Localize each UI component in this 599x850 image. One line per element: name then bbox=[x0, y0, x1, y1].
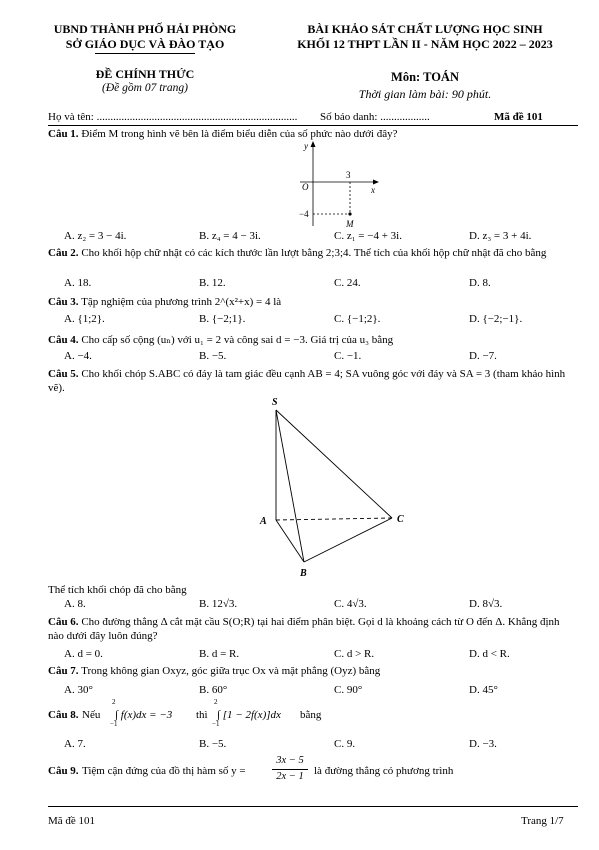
department-name: UBND THÀNH PHỐ HẢI PHÒNG bbox=[53, 22, 237, 36]
question-label: Câu 8. bbox=[48, 709, 79, 721]
question-text: là đường thẳng có phương trình bbox=[314, 765, 454, 777]
q4-options bbox=[64, 350, 584, 364]
page-number: Trang 1/7 bbox=[521, 815, 564, 827]
vertex-b-label: B bbox=[300, 568, 307, 579]
integral-1-lower: −1 bbox=[110, 720, 118, 728]
subject: Môn: TOÁN bbox=[391, 70, 459, 84]
agency-name: SỞ GIÁO DỤC VÀ ĐÀO TẠO bbox=[65, 37, 225, 51]
footer-rule bbox=[48, 806, 578, 807]
option-a[interactable]: A. 18. bbox=[64, 277, 92, 289]
question-3 bbox=[48, 295, 578, 309]
option-c[interactable]: C. −1. bbox=[334, 350, 362, 362]
option-d[interactable]: D. −3. bbox=[469, 738, 497, 750]
integral-2: ∫ [1 − 2f(x)]dx bbox=[217, 709, 281, 721]
x-axis-label: x bbox=[371, 185, 375, 195]
vertex-c-label: C bbox=[397, 514, 404, 525]
option-b[interactable]: B. 60° bbox=[199, 684, 228, 696]
student-name-field: Họ và tên: ......................................................................... bbox=[48, 111, 298, 123]
header-underline bbox=[95, 53, 195, 54]
official-label: ĐỀ CHÍNH THỨC bbox=[95, 67, 195, 81]
integral-2-upper: 2 bbox=[214, 698, 218, 706]
q5-options bbox=[64, 598, 584, 612]
option-a[interactable]: A. z₂ = 3 − 4i. bbox=[64, 230, 127, 242]
option-a[interactable]: A. d = 0. bbox=[64, 648, 103, 660]
integral-2-lower: −1 bbox=[212, 720, 220, 728]
integral-1-upper: 2 bbox=[112, 698, 116, 706]
option-b[interactable]: B. {−2;1}. bbox=[199, 313, 246, 325]
question-text: Trong không gian Oxyz, góc giữa trục Ox và mặt phẳng (Oyz) bằng bbox=[81, 665, 381, 677]
question-text: Cho cấp số cộng (uₙ) với u₁ = 2 và công sai d = −3. Giá trị của u₃ bằng bbox=[81, 334, 394, 346]
question-text: Cho đường thẳng Δ cắt mặt cầu S(O;R) tại hai điểm phân biệt. Gọi d là khoảng cách từ O đến Δ. Khẳng định nào dưới đây luôn đúng? bbox=[48, 616, 560, 642]
question-label: Câu 2. bbox=[48, 247, 79, 259]
question-label: Câu 9. bbox=[48, 765, 79, 777]
student-id-field: Số báo danh: .................. bbox=[320, 111, 430, 123]
header-rule bbox=[48, 125, 578, 126]
option-b[interactable]: B. 12. bbox=[199, 277, 226, 289]
question-text: bằng bbox=[300, 709, 322, 721]
option-d[interactable]: D. z₃ = 3 + 4i. bbox=[469, 230, 532, 242]
footer-exam-code: Mã đề 101 bbox=[48, 815, 96, 827]
pages-note: (Đề gồm 07 trang) bbox=[102, 82, 188, 94]
exam-time: Thời gian làm bài: 90 phút. bbox=[358, 87, 492, 101]
question-label: Câu 6. bbox=[48, 616, 79, 628]
fraction-bar bbox=[272, 769, 308, 770]
question-text: Tập nghiệm của phương trình 2^(x²+x) = 4 là bbox=[81, 296, 282, 308]
question-text: Cho khối chóp S.ABC có đáy là tam giác đều cạnh AB = 4; SA vuông góc với đáy và SA = 3 (tham khảo hình vẽ). bbox=[48, 368, 566, 394]
option-c[interactable]: C. z₁ = −4 + 3i. bbox=[334, 230, 402, 242]
question-2 bbox=[48, 246, 578, 260]
question-text: Cho khối hộp chữ nhật có các kích thước lần lượt bằng 2;3;4. Thể tích của khối hộp chữ nhật đã cho bằng bbox=[81, 247, 547, 259]
origin-label: O bbox=[302, 182, 309, 192]
option-d[interactable]: D. 8√3. bbox=[469, 598, 503, 610]
q2-options bbox=[64, 277, 584, 291]
tick-label-minus4: −4 bbox=[299, 209, 309, 219]
q1-options bbox=[64, 230, 584, 244]
question-7 bbox=[48, 664, 578, 678]
question-9 bbox=[48, 755, 578, 789]
question-5 bbox=[48, 367, 578, 395]
tick-label-3: 3 bbox=[346, 170, 351, 180]
option-a[interactable]: A. 7. bbox=[64, 738, 86, 750]
question-text: Tiệm cận đứng của đồ thị hàm số y = bbox=[82, 765, 246, 777]
vertex-s-label: S bbox=[272, 397, 278, 408]
question-text: thì bbox=[196, 709, 208, 721]
question-label: Câu 5. bbox=[48, 368, 79, 380]
exam-title: BÀI KHẢO SÁT CHẤT LƯỢNG HỌC SINH bbox=[307, 22, 543, 36]
exam-subtitle: KHỐI 12 THPT LẦN II - NĂM HỌC 2022 – 2023 bbox=[297, 37, 553, 51]
fraction-denominator: 2x − 1 bbox=[276, 771, 304, 782]
question-text: Nếu bbox=[82, 709, 101, 721]
option-d[interactable]: D. d < R. bbox=[469, 648, 510, 660]
vertex-a-label: A bbox=[260, 516, 267, 527]
q8-options bbox=[64, 738, 584, 752]
option-b[interactable]: B. z₄ = 4 − 3i. bbox=[199, 230, 261, 242]
integral-1: ∫ f(x)dx = −3 bbox=[115, 709, 173, 721]
pyramid-figure bbox=[250, 392, 420, 582]
option-d[interactable]: D. {−2;−1}. bbox=[469, 313, 523, 325]
question-6 bbox=[48, 615, 578, 643]
option-d[interactable]: D. 45° bbox=[469, 684, 498, 696]
q3-options bbox=[64, 313, 584, 327]
option-d[interactable]: D. −7. bbox=[469, 350, 497, 362]
option-a[interactable]: A. 8. bbox=[64, 598, 86, 610]
option-b[interactable]: B. −5. bbox=[199, 738, 227, 750]
question-text: Điểm M trong hình vẽ bên là điểm biểu diễn của số phức nào dưới đây? bbox=[81, 128, 398, 140]
y-axis-label: y bbox=[304, 141, 308, 151]
option-c[interactable]: C. 24. bbox=[334, 277, 361, 289]
fraction-numerator: 3x − 5 bbox=[276, 755, 304, 766]
question-label: Câu 4. bbox=[48, 334, 79, 346]
question-5-stem: Thể tích khối chóp đã cho bằng bbox=[48, 584, 187, 596]
option-a[interactable]: A. {1;2}. bbox=[64, 313, 105, 325]
option-c[interactable]: C. 90° bbox=[334, 684, 363, 696]
option-b[interactable]: B. 12√3. bbox=[199, 598, 238, 610]
option-b[interactable]: B. −5. bbox=[199, 350, 227, 362]
q7-options bbox=[64, 684, 584, 698]
question-8 bbox=[48, 700, 578, 734]
question-4 bbox=[48, 333, 578, 347]
option-c[interactable]: C. {−1;2}. bbox=[334, 313, 381, 325]
question-label: Câu 1. bbox=[48, 128, 79, 140]
option-a[interactable]: A. −4. bbox=[64, 350, 92, 362]
option-c[interactable]: C. 9. bbox=[334, 738, 356, 750]
option-d[interactable]: D. 8. bbox=[469, 277, 491, 289]
complex-plane-figure bbox=[280, 138, 390, 230]
q6-options bbox=[64, 648, 584, 662]
point-m-label: M bbox=[346, 219, 354, 229]
question-label: Câu 3. bbox=[48, 296, 79, 308]
option-c[interactable]: C. d > R. bbox=[334, 648, 375, 660]
option-b[interactable]: B. d = R. bbox=[199, 648, 240, 660]
option-c[interactable]: C. 4√3. bbox=[334, 598, 367, 610]
question-label: Câu 7. bbox=[48, 665, 79, 677]
exam-code: Mã đề 101 bbox=[494, 111, 543, 123]
option-a[interactable]: A. 30° bbox=[64, 684, 93, 696]
